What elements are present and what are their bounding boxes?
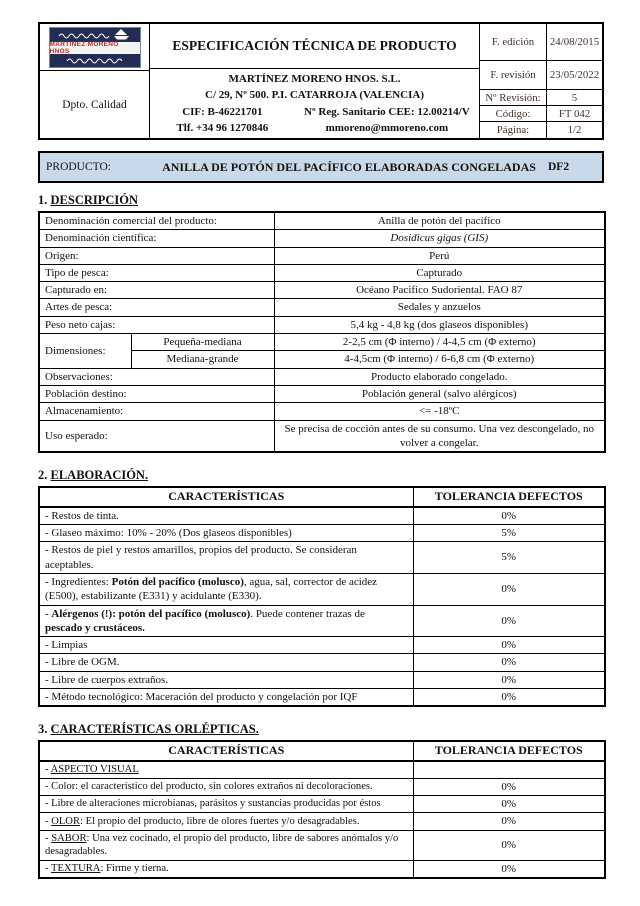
field-label: Observaciones: (39, 368, 274, 385)
field-value: Océano Pacifico Sudoriental. FAO 87 (274, 282, 605, 299)
table-row (39, 368, 605, 385)
tolerance-cell: 0% (413, 778, 605, 795)
company-logo (49, 27, 141, 68)
field-label: Tipo de pesca: (39, 264, 274, 281)
field-label: Origen: (39, 247, 274, 264)
table-header-row (39, 487, 605, 507)
header-meta-value: 23/05/2022 (549, 69, 600, 81)
field-label: Denominación científica: (39, 230, 274, 247)
table-row (39, 525, 605, 542)
header-meta-label: F. revisión (480, 61, 547, 89)
characteristic-cell: - OLOR: El propio del producto, libre de olores fuertes y/o desagradables. (39, 813, 413, 830)
elaboration-table (38, 486, 606, 707)
tolerance-cell: 5% (413, 542, 605, 574)
table-row (39, 316, 605, 333)
logo-brand-text: MARTINEZ MORENO HNOS (50, 42, 140, 54)
field-label: Artes de pesca: (39, 299, 274, 316)
field-value: Capturado (274, 264, 605, 281)
company-info (150, 69, 479, 138)
table-row (39, 830, 605, 861)
company-name: MARTÍNEZ MORENO HNOS. S.L. (228, 72, 401, 85)
field-label: Dimensiones: (39, 334, 131, 369)
table-row (39, 861, 605, 879)
script-text-decoration (58, 30, 110, 39)
table-row (39, 573, 605, 605)
field-value: Sedales y anzuelos (274, 299, 605, 316)
header-meta-row (480, 61, 602, 90)
section-number: 2. (38, 468, 48, 483)
field-value: Anilla de potón del pacífico (274, 212, 605, 230)
tolerance-cell: 0% (413, 813, 605, 830)
header-meta-label: Código: (480, 106, 547, 121)
tolerance-cell: 0% (413, 605, 605, 637)
document-title: ESPECIFICACIÓN TÉCNICA DE PRODUCTO (150, 24, 479, 69)
characteristic-cell: - Restos de tinta. (39, 507, 413, 525)
table-row (39, 542, 605, 574)
section-title: ELABORACIÓN. (50, 468, 149, 483)
header-meta-grid (480, 24, 602, 138)
field-value: <= -18ºC (274, 403, 605, 420)
field-value: Dosidicus gigas (GIS) (274, 230, 605, 247)
department-label: Dpto. Calidad (62, 98, 127, 111)
characteristic-cell: - Limpias (39, 637, 413, 654)
table-header-row (39, 741, 605, 761)
column-header-tolerance: TOLERANCIA DEFECTOS (413, 741, 605, 761)
header-meta-row (480, 122, 602, 138)
table-row (39, 247, 605, 264)
table-row (39, 385, 605, 402)
field-label: Uso esperado: (39, 420, 274, 452)
field-value: Se precisa de cocción antes de su consumo. Una vez descongelado, no volver a congelar. (274, 420, 605, 452)
tolerance-cell: 0% (413, 795, 605, 812)
product-label: PRODUCTO: (46, 161, 111, 173)
section-heading-organoleptic (38, 722, 604, 737)
header-meta-label: Nº Revisión: (480, 90, 547, 105)
section-number: 1. (38, 193, 48, 207)
field-label: Denominación comercial del producto: (39, 212, 274, 230)
table-row (39, 605, 605, 637)
tolerance-cell: 0% (413, 671, 605, 688)
characteristic-cell: - Restos de piel y restos amarillos, propios del producto. Se consideran aceptables. (39, 542, 413, 574)
boat-icon (113, 29, 131, 40)
header-meta-value: 24/08/2015 (549, 36, 600, 48)
company-contact-line (150, 120, 479, 137)
tolerance-cell: 0% (413, 861, 605, 879)
description-table (38, 211, 606, 453)
tolerance-cell: 0% (413, 637, 605, 654)
field-label: Población destino: (39, 385, 274, 402)
logo-cell (40, 24, 149, 71)
table-row (39, 230, 605, 247)
header-middle-column (150, 24, 480, 138)
field-label: Capturado en: (39, 282, 274, 299)
table-row (39, 264, 605, 281)
table-row (39, 795, 605, 812)
header-left-column (40, 24, 150, 138)
header-meta-row (480, 90, 602, 106)
section-heading-description (38, 193, 604, 208)
document-content (38, 22, 604, 879)
header-meta-value: FT 042 (558, 107, 591, 120)
company-email: mmoreno@mmoreno.com (325, 122, 449, 134)
tolerance-cell: 0% (413, 689, 605, 707)
header-meta-label: Página: (480, 122, 547, 138)
characteristic-cell: - TEXTURA: Firme y tierna. (39, 861, 413, 879)
table-row (39, 403, 605, 420)
table-row (39, 778, 605, 795)
tolerance-cell: 0% (413, 830, 605, 861)
characteristic-cell: - Alérgenos (!): potón del pacífico (molusco). Puede contener trazas de pescado y crustáceos. (39, 605, 413, 637)
table-row (39, 507, 605, 525)
tolerance-cell (413, 761, 605, 778)
table-row (39, 334, 605, 351)
field-value: Población general (salvo alérgicos) (274, 385, 605, 402)
dimension-size-cell: Mediana-grande (131, 351, 274, 368)
field-value: Perú (274, 247, 605, 264)
company-sanitary-reg: Nº Reg. Sanitario CEE: 12.00214/V (304, 105, 470, 118)
characteristic-cell: - Libre de OGM. (39, 654, 413, 671)
company-phone: Tlf. +34 96 1270846 (176, 122, 269, 134)
table-row (39, 299, 605, 316)
company-cif: CIF: B-46221701 (182, 105, 263, 118)
organoleptic-table (38, 740, 606, 879)
column-header-characteristics: CARACTERÍSTICAS (39, 487, 413, 507)
header-meta-label: F. edición (480, 24, 547, 60)
tolerance-cell: 0% (413, 573, 605, 605)
section-title: DESCRIPCIÓN (50, 193, 139, 207)
characteristic-cell: - Glaseo máximo: 10% - 20% (Dos glaseos disponibles) (39, 525, 413, 542)
characteristic-cell: - Libre de alteraciones microbianas, parásitos y sustancias producidas por éstos (39, 795, 413, 812)
header-table (38, 22, 604, 140)
characteristic-cell: - Libre de cuerpos extraños. (39, 671, 413, 688)
field-value: Producto elaborado congelado. (274, 368, 605, 385)
tolerance-cell: 0% (413, 507, 605, 525)
product-bar (38, 151, 604, 183)
tolerance-cell: 5% (413, 525, 605, 542)
column-header-characteristics: CARACTERÍSTICAS (39, 741, 413, 761)
field-label: Peso neto cajas: (39, 316, 274, 333)
field-label: Almacenamiento: (39, 403, 274, 420)
product-code: DF2 (548, 161, 570, 173)
characteristic-cell: - Método tecnológico: Maceración del producto y congelación por IQF (39, 689, 413, 707)
characteristic-cell: - Ingredientes: Potón del pacífico (molusco), agua, sal, corrector de acidez (E500), estabilizante (E331) y acidulante (E330). (39, 573, 413, 605)
dimension-size-cell: Pequeña-mediana (131, 334, 274, 351)
table-row (39, 671, 605, 688)
table-row (39, 813, 605, 830)
product-name: ANILLA DE POTÓN DEL PACÍFICO ELABORADAS CONGELADAS (162, 159, 536, 174)
header-meta-row (480, 24, 602, 61)
logo-top-band (50, 28, 140, 43)
header-meta-value: 5 (571, 91, 578, 104)
header-meta-row (480, 106, 602, 122)
script-text-decoration (66, 56, 124, 64)
characteristic-cell: - ASPECTO VISUAL (39, 761, 413, 778)
characteristic-cell: - Color: el característico del producto, sin colores extraños ni decoloraciones. (39, 778, 413, 795)
table-row (39, 761, 605, 778)
table-row (39, 212, 605, 230)
section-number: 3. (38, 722, 48, 737)
table-row (39, 689, 605, 707)
table-row (39, 282, 605, 299)
table-row (39, 420, 605, 452)
column-header-tolerance: TOLERANCIA DEFECTOS (413, 487, 605, 507)
section-heading-elaboration (38, 468, 604, 483)
logo-bottom-band (50, 54, 140, 66)
company-address: C/ 29, Nº 500. P.I. CATARROJA (VALENCIA) (205, 89, 424, 101)
field-value: 5,4 kg - 4,8 kg (dos glaseos disponibles) (274, 316, 605, 333)
table-row (39, 637, 605, 654)
tolerance-cell: 0% (413, 654, 605, 671)
section-title: CARACTERÍSTICAS ORLÉPTICAS. (50, 722, 259, 737)
characteristic-cell: - SABOR: Una vez cocinado, el propio del producto, libre de sabores anómalos y/o desagradables. (39, 830, 413, 861)
dimension-value-cell: 4-4,5cm (Φ interno) / 6-6,8 cm (Φ externo) (274, 351, 605, 368)
table-row (39, 654, 605, 671)
header-meta-value: 1/2 (567, 124, 582, 136)
dimension-value-cell: 2-2,5 cm (Φ interno) / 4-4,5 cm (Φ externo) (274, 334, 605, 351)
company-registration-line (150, 104, 479, 121)
